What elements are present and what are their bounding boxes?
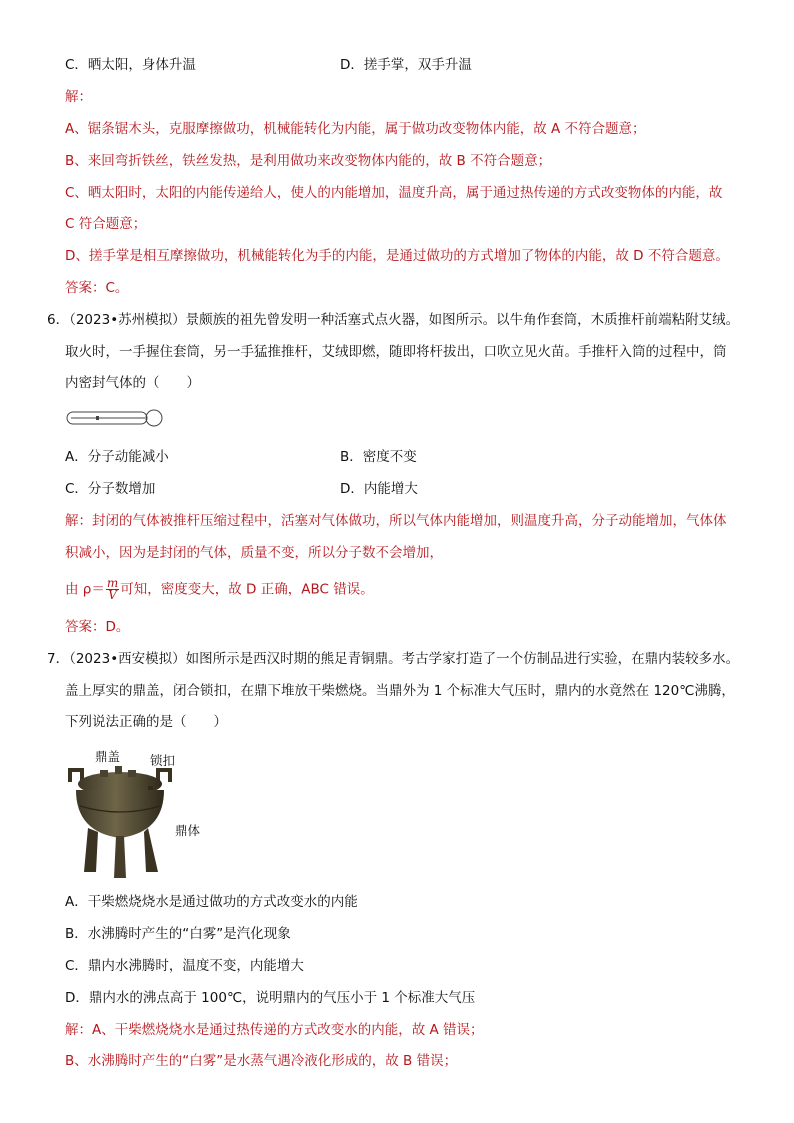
q7-stem-line1: 7．（2023•西安模拟）如图所示是西汉时期的熊足青铜鼎。考古学家打造了一个仿制品进行实验，在鼎内装较多水。 xyxy=(47,651,740,667)
q6-stem-line2: 取火时，一手握住套筒，另一手猛推推杆，艾绒即燃，随即将杆拔出，口吹立见火苗。手推杆入筒的过程中，筒 xyxy=(65,344,727,360)
q6-solution-line3-suffix: 可知，密度变大，故 D 正确，ABC 错误。 xyxy=(120,581,374,598)
q5-solution-b: B、来回弯折铁丝，铁丝发热，是利用做功来改变物体内能的，故 B 不符合题意； xyxy=(65,153,552,169)
q5-solution-c-line1: C、晒太阳时，太阳的内能传递给人，使人的内能增加，温度升高，属于通过热传递的方式改变物体的内能，故 xyxy=(65,185,723,201)
fire-piston-figure xyxy=(66,407,166,429)
q6-solution-line2: 积减小，因为是封闭的气体，质量不变，所以分子数不会增加， xyxy=(65,545,443,561)
q6-solution-line3 xyxy=(65,578,374,601)
q7-option-d: D．鼎内水的沸点高于 100℃，说明鼎内的气压小于 1 个标准大气压 xyxy=(65,990,476,1006)
q6-stem-line1: 6．（2023•苏州模拟）景颇族的祖先曾发明一种活塞式点火器，如图所示。以牛角作套筒，木质推杆前端粘附艾绒。 xyxy=(47,312,740,328)
q5-option-d: D．搓手掌，双手升温 xyxy=(340,57,472,73)
q6-option-b: B．密度不变 xyxy=(340,449,417,465)
q7-option-a: A．干柴燃烧烧水是通过做功的方式改变水的内能 xyxy=(65,894,358,910)
q5-solution-c-line2: C 符合题意； xyxy=(65,216,147,232)
q7-stem-line2: 盖上厚实的鼎盖，闭合锁扣，在鼎下堆放干柴燃烧。当鼎外为 1 个标准大气压时，鼎内的水竟然在 120℃沸腾， xyxy=(65,683,735,699)
ding-lock-label: 锁扣 xyxy=(150,753,176,768)
q7-solution-b: B、水沸腾时产生的“白雾”是水蒸气遇冷液化形成的，故 B 错误； xyxy=(65,1053,458,1069)
fraction-denominator: V xyxy=(108,588,117,602)
q7-solution-a: 解：A、干柴燃烧烧水是通过热传递的方式改变水的内能，故 A 错误； xyxy=(65,1022,484,1038)
q6-solution-line1: 解：封闭的气体被推杆压缩过程中，活塞对气体做功，所以气体内能增加，则温度升高，分子动能增加，气体体 xyxy=(65,513,727,529)
q6-option-c: C．分子数增加 xyxy=(65,481,156,497)
q7-option-b: B．水沸腾时产生的“白雾”是汽化现象 xyxy=(65,926,291,942)
q7-option-c: C．鼎内水沸腾时，温度不变，内能增大 xyxy=(65,958,304,974)
q5-option-c: C．晒太阳，身体升温 xyxy=(65,57,196,73)
q6-stem-line3: 内密封气体的（ ） xyxy=(65,375,200,391)
ding-body-label: 鼎体 xyxy=(175,823,201,838)
q5-answer: 答案：C。 xyxy=(65,280,129,296)
ding-lid-label: 鼎盖 xyxy=(95,749,121,764)
density-formula-fraction xyxy=(106,578,119,601)
q7-stem-line3: 下列说法正确的是（ ） xyxy=(65,714,227,730)
q5-solution-d: D、搓手掌是相互摩擦做功，机械能转化为手的内能，是通过做功的方式增加了物体的内能，故 D 不符合题意。 xyxy=(65,248,729,264)
bronze-ding-image xyxy=(66,760,174,882)
q6-option-d: D．内能增大 xyxy=(340,481,418,497)
q6-solution-line3-prefix: 由 ρ＝ xyxy=(65,581,105,598)
q5-solution-a: A、锯条锯木头，克服摩擦做功，机械能转化为内能，属于做功改变物体内能，故 A 不符合题意； xyxy=(65,121,646,137)
fraction-numerator: m xyxy=(106,576,119,590)
q5-solution-label: 解： xyxy=(65,89,92,105)
q6-answer: 答案：D。 xyxy=(65,619,130,635)
q6-option-a: A．分子动能减小 xyxy=(65,449,169,465)
